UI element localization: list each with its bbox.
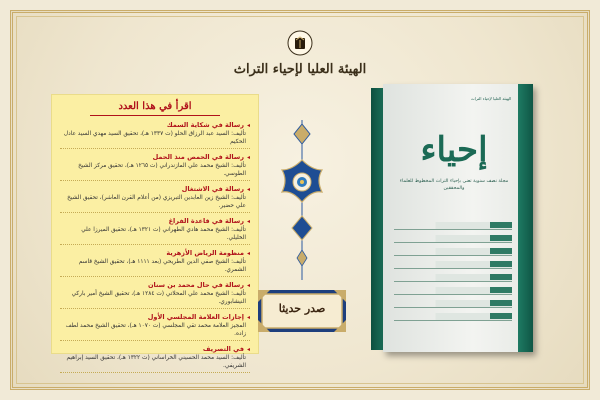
bullet-arrow-icon: ◂ <box>246 314 250 321</box>
cover-line <box>394 248 512 256</box>
contents-entry <box>60 121 250 149</box>
entry-author: تأليف: الشيخ زين العابدين التبريزي (من أعلام القرن العاشر)، تحقيق الشيخ علي حضير. <box>60 194 250 213</box>
cover-line <box>394 287 512 295</box>
bullet-arrow-icon: ◂ <box>246 154 250 161</box>
entry-title: منظومة الرياض الأزهرية <box>166 249 244 257</box>
new-release-label: صدر حديثا <box>278 302 326 315</box>
entry-title: رسالة في شكاية السمك <box>166 121 244 129</box>
journal-subtitle: مجلة نصف سنوية تعنى بإحياء التراث المخطوط للعلماء والمحققين <box>399 179 509 191</box>
entry-author: تأليف: الشيخ صفي الدين الطريحي (بعد ١١١١ هـ)، تحقيق الشيخ قاسم الشمري. <box>60 258 250 277</box>
bullet-arrow-icon: ◂ <box>246 282 250 289</box>
organization-name: الهيئة العليا لإحياء التراث <box>233 62 367 77</box>
bullet-arrow-icon: ◂ <box>246 218 250 225</box>
cover-line <box>394 300 512 308</box>
entry-author: المجيز العلامة محمد تقي المجلسي (ت ١٠٧٠ هـ)، تحقيق الشيخ محمد لطف زاده. <box>60 322 250 341</box>
book-spine <box>371 88 383 350</box>
contents-entry <box>60 153 250 181</box>
bullet-arrow-icon: ◂ <box>246 250 250 257</box>
contents-entry <box>60 345 250 373</box>
title-divider <box>90 115 220 116</box>
bullet-arrow-icon: ◂ <box>246 186 250 193</box>
cover-contents-lines <box>394 222 512 326</box>
organization-emblem-icon <box>287 30 313 56</box>
entry-title: إجازات العلامة المجلسي الأول <box>147 313 244 321</box>
journal-title: إحياء <box>420 130 488 170</box>
entry-author: تأليف: الشيخ محمد هادي الطهراني (ت ١٣٢١ هـ)، تحقيق الميرزا علي الخليلي. <box>60 226 250 245</box>
book-edge <box>518 84 533 352</box>
contents-entry <box>60 281 250 309</box>
header <box>0 30 600 90</box>
entry-author: تأليف: السيد محمد الحسيني الخراساني (ت ١٣٢٢ هـ)، تحقيق السيد إبراهيم الشريفي. <box>60 354 250 373</box>
contents-title: اقرأ في هذا العدد <box>118 101 192 112</box>
arabesque-ornament-icon <box>280 120 324 280</box>
entry-title: رسالة في الاشتغال <box>181 185 244 193</box>
issue-contents-panel <box>52 95 258 369</box>
book-publisher: الهيئة العليا لإحياء التراث <box>470 96 512 101</box>
cover-line <box>394 313 512 321</box>
cover-line <box>394 261 512 269</box>
cover-line <box>394 222 512 230</box>
cover-line <box>394 235 512 243</box>
contents-entry <box>60 185 250 213</box>
cover-line <box>394 274 512 282</box>
entry-author: تأليف: السيد عبد الرزاق الحلو (ت ١٣٣٧ هـ)، تحقيق السيد مهدي السيد عادل الحكيم <box>60 130 250 149</box>
entry-author: تأليف: الشيخ محمد علي المازندراني (ت ١٢٦٥ هـ)، تحقيق مركز الشيخ الطوسي. <box>60 162 250 181</box>
contents-entry <box>60 249 250 277</box>
contents-entry <box>60 313 250 341</box>
entry-author: تأليف: الشيخ محمد علي المحلاتي (ت ١٢٨٤ هـ)، تحقيق الشيخ أمير باركي النيشابوري. <box>60 290 250 309</box>
entry-title: رسالة في الحمص منذ الحمل <box>152 153 244 161</box>
bullet-arrow-icon: ◂ <box>246 346 250 353</box>
contents-entry <box>60 217 250 245</box>
entry-title: رسالة في حال محمد بن سنان <box>147 281 244 289</box>
entry-title: في التصريف <box>202 345 244 353</box>
bullet-arrow-icon: ◂ <box>246 122 250 129</box>
entry-title: رسالة في قاعدة الفراغ <box>168 217 244 225</box>
